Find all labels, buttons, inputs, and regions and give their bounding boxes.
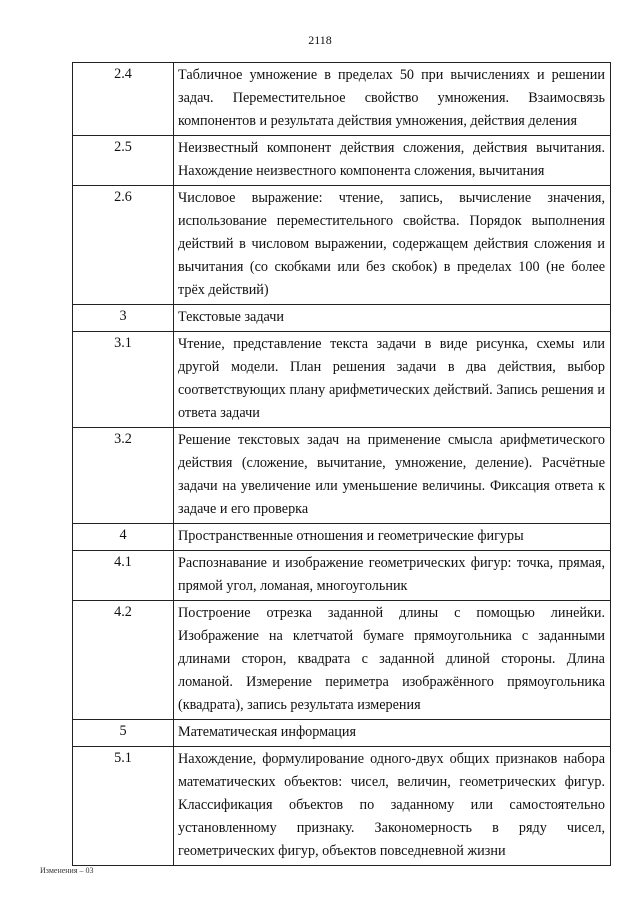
section-content: Распознавание и изображение геометрических фигур: точка, прямая, прямой угол, ломаная, многоугольник: [174, 551, 611, 601]
section-number: 3.1: [73, 332, 174, 428]
section-content: Табличное умножение в пределах 50 при вычислениях и решении задач. Переместительное свойство умножения. Взаимосвязь компонентов и результата действия умножения, действия деления: [174, 63, 611, 136]
section-number: 5: [73, 720, 174, 747]
section-content: Построение отрезка заданной длины с помощью линейки. Изображение на клетчатой бумаге прямоугольника с заданными длинами сторон, квадрата с заданной длиной стороны. Длина ломаной. Измерение периметра изображённого прямоугольника (квадрата), запись результата измерения: [174, 601, 611, 720]
revision-footer: Изменения – 03: [40, 866, 94, 875]
section-heading: Текстовые задачи: [174, 305, 611, 332]
table-row: [73, 551, 611, 601]
section-content: Чтение, представление текста задачи в виде рисунка, схемы или другой модели. План решения задачи в два действия, выбор соответствующих плану арифметических действий. Запись решения и ответа задачи: [174, 332, 611, 428]
section-number: 2.6: [73, 186, 174, 305]
table-row: [73, 136, 611, 186]
section-number: 2.5: [73, 136, 174, 186]
section-number: 4: [73, 524, 174, 551]
section-heading: Математическая информация: [174, 720, 611, 747]
section-content: Числовое выражение: чтение, запись, вычисление значения, использование переместительного свойства. Порядок выполнения действий в числовом выражении, содержащем действия сложения и вычитания (со скобками или без скобок) в пределах 100 (не более трёх действий): [174, 186, 611, 305]
section-content: Нахождение, формулирование одного-двух общих признаков набора математических объектов: чисел, величин, геометрических фигур. Классификация объектов по заданному или самостоятельно установленному признаку. Закономерность в ряду чисел, геометрических фигур, объектов повседневной жизни: [174, 747, 611, 866]
section-number: 4.1: [73, 551, 174, 601]
section-number: 5.1: [73, 747, 174, 866]
section-heading: Пространственные отношения и геометрические фигуры: [174, 524, 611, 551]
table-row: [73, 747, 611, 866]
table-row: [73, 305, 611, 332]
table-row: [73, 524, 611, 551]
page-number: 2118: [308, 33, 332, 47]
table-row: [73, 186, 611, 305]
section-content: Неизвестный компонент действия сложения, действия вычитания. Нахождение неизвестного компонента сложения, вычитания: [174, 136, 611, 186]
section-content: Решение текстовых задач на применение смысла арифметического действия (сложение, вычитание, умножение, деление). Расчётные задачи на увеличение или уменьшение величины. Фиксация ответа к задаче и его проверка: [174, 428, 611, 524]
table-row: [73, 601, 611, 720]
section-number: 3: [73, 305, 174, 332]
table-row: [73, 720, 611, 747]
section-number: 2.4: [73, 63, 174, 136]
curriculum-table: [72, 62, 611, 866]
section-number: 4.2: [73, 601, 174, 720]
table-row: [73, 63, 611, 136]
section-number: 3.2: [73, 428, 174, 524]
table-row: [73, 428, 611, 524]
table-row: [73, 332, 611, 428]
